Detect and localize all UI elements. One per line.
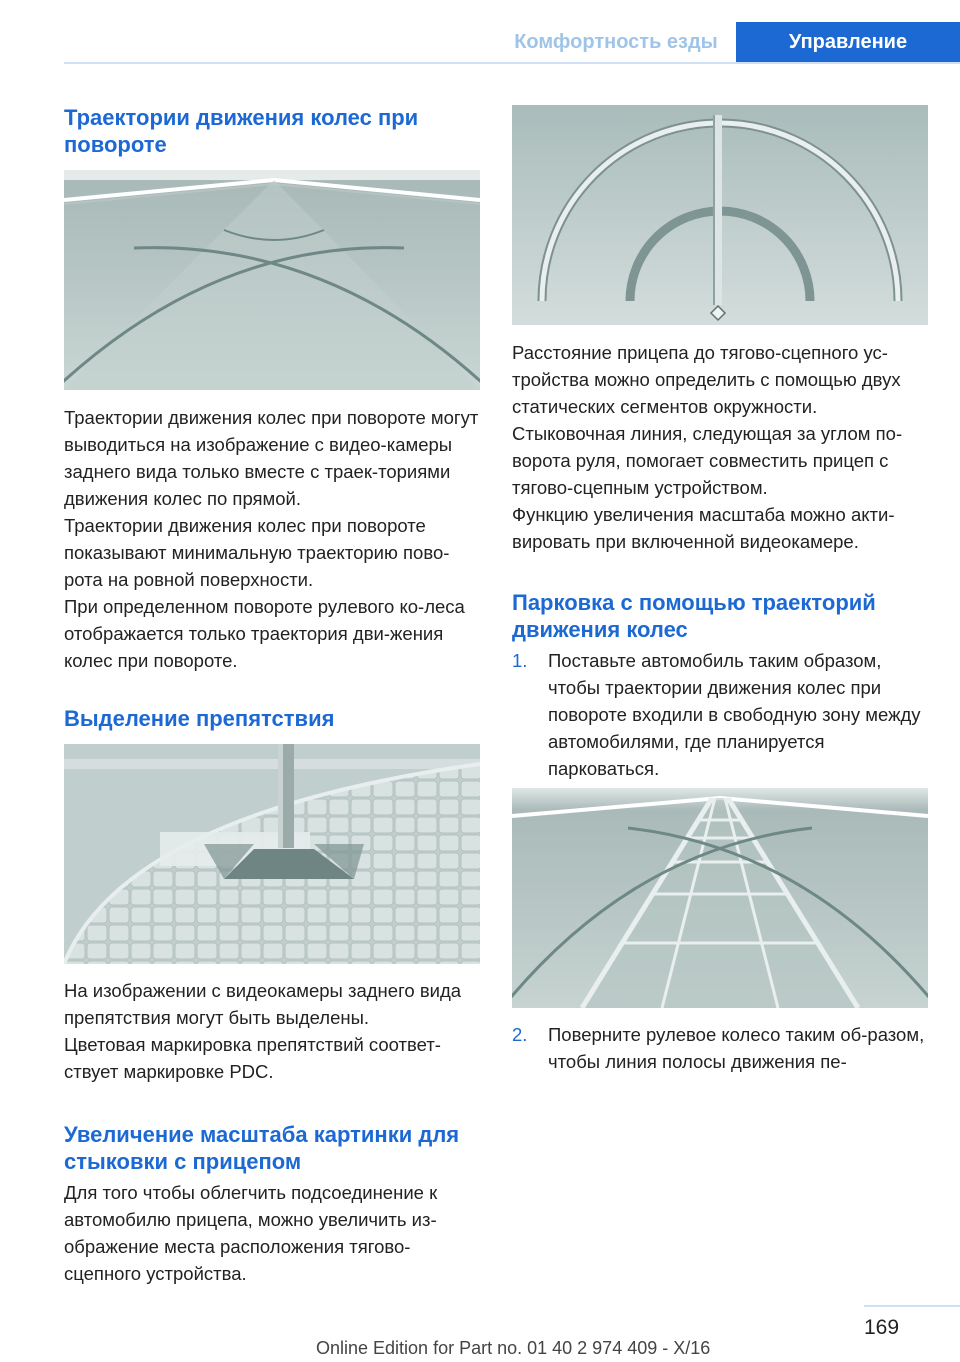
- paragraph-r1: Расстояние прицепа до тягово-сцепного ус-тройства можно определить с помощью двух статических сегментов окружности.: [512, 342, 901, 417]
- paragraph-r2: Стыковочная линия, следующая за углом по-ворота руля, помогает совместить прицеп с тягово-сцепным устройством.: [512, 423, 903, 498]
- heading-parking-trajectories: Парковка с помощью траекторий движения колес: [512, 590, 876, 642]
- header-tabs: [496, 22, 960, 62]
- section-tab[interactable]: Комфортность езды: [514, 30, 718, 53]
- obstacle-illustration: [64, 744, 480, 964]
- heading-zoom-coupling: Увеличение масштаба картинки для стыковки с прицепом: [64, 1122, 460, 1174]
- footer-edition: Online Edition for Part no. 01 40 2 974 409 - X/16: [316, 1338, 711, 1358]
- paragraph-r3: Функцию увеличения масштаба можно акти-вировать при включенной видеокамере.: [512, 504, 895, 552]
- list-number: 2.: [512, 1024, 528, 1045]
- list-number: 1.: [512, 650, 528, 671]
- trailer-zoom-illustration: [512, 105, 928, 325]
- paragraph-4: На изображении с видеокамеры заднего вида препятствия могут быть выделены.: [64, 980, 462, 1028]
- paragraph-1: Траектории движения колес при повороте могут выводиться на изображение с видео-камеры заднего вида только вместе с траек-ториями движения колес по прямой.: [64, 407, 479, 509]
- heading-turn-trajectories: Траектории движения колес при повороте: [64, 105, 419, 157]
- paragraph-5: Цветовая маркировка препятствий соответ-ствует маркировке PDC.: [64, 1034, 441, 1082]
- figure-obstacle-highlight: [64, 744, 480, 964]
- turn-trajectories-illustration: [64, 170, 480, 390]
- header-rule: [64, 62, 960, 64]
- footer-rule: [864, 1305, 960, 1307]
- paragraph-2: Траектории движения колес при повороте показывают минимальную траекторию пово-рота на ровной поверхности.: [64, 515, 450, 590]
- chapter-tab[interactable]: Управление: [736, 22, 960, 62]
- paragraph-3: При определенном повороте рулевого ко-леса отображается только траектория дви-жения колес при повороте.: [64, 596, 465, 671]
- paragraph-6: Для того чтобы облегчить подсоединение к автомобилю прицепа, можно увеличить из-ображение места расположения тягово-сцепного устройства.: [64, 1182, 438, 1284]
- figure-turn-trajectories: [64, 170, 480, 390]
- figure-parking-trajectories: [512, 788, 928, 1008]
- figure-trailer-zoom: [512, 105, 928, 325]
- heading-obstacle-highlight: Выделение препятствия: [64, 706, 335, 731]
- list-text: Поставьте автомобиль таким образом, чтобы траектории движения колес при повороте входили в свободную зону между автомобилями, где планируется парковаться.: [548, 650, 921, 779]
- list-text: Поверните рулевое колесо таким об-разом, чтобы линия полосы движения пе-: [548, 1024, 925, 1072]
- page-number: 169: [864, 1316, 900, 1339]
- parking-illustration: [512, 788, 928, 1008]
